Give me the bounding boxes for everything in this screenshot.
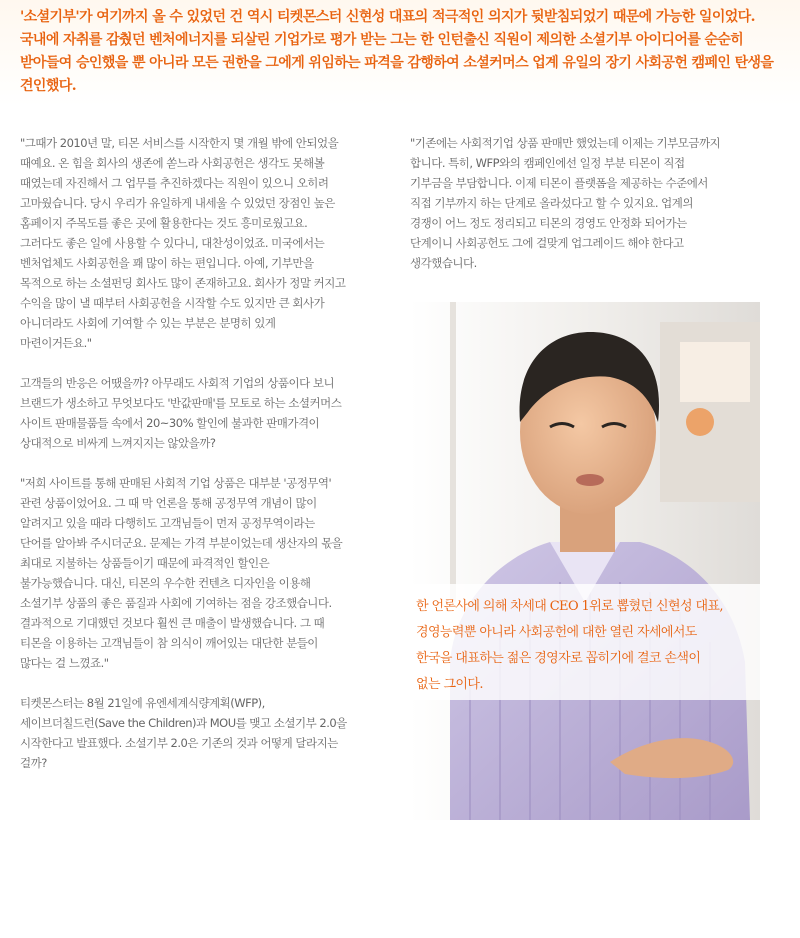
- ceo-portrait-photo: [410, 302, 760, 820]
- text-line: 걸까?: [20, 756, 47, 770]
- paragraph: [20, 693, 380, 773]
- text-line: 세이브더칠드런(Save the Children)과 MOU를 맺고 소셜기부 2.0을: [20, 716, 347, 730]
- caption-line: 없는 그이다.: [416, 677, 483, 692]
- text-line: 때였는데 자진해서 그 업무를 추진하겠다는 직원이 있으니 오히려: [20, 176, 329, 190]
- caption-line: 경영능력뿐 아니라 사회공헌에 대한 열린 자세에서도: [416, 625, 697, 640]
- caption-line: 한 언론사에 의해 차세대 CEO 1위로 뽑혔던 신현성 대표,: [416, 599, 723, 614]
- paragraph: [20, 473, 380, 673]
- intro-line: 국내에 자취를 감췄던 벤처에너지를 되살린 기업가로 평가 받는 그는 한 인턴출신 직원이 제의한 소셜기부 아이디어를 순순히: [20, 32, 744, 48]
- text-line: "그때가 2010년 말, 티몬 서비스를 시작한지 몇 개월 밖에 안되었을: [20, 136, 339, 150]
- text-line: 결과적으로 기대했던 것보다 훨씬 큰 매출이 발생했습니다. 그 때: [20, 616, 325, 630]
- text-line: 관련 상품이었어요. 그 때 막 언론을 통해 공정무역 개념이 많이: [20, 496, 317, 510]
- text-line: 고객들의 반응은 어땠을까? 아무래도 사회적 기업의 상품이다 보니: [20, 376, 335, 390]
- left-column: [20, 133, 380, 793]
- text-line: 불가능했습니다. 대신, 티몬의 우수한 컨텐츠 디자인을 이용해: [20, 576, 311, 590]
- caption-line: 한국을 대표하는 젊은 경영자로 꼽히기에 결코 손색이: [416, 651, 701, 666]
- text-line: 최대로 지불하는 상품들이기 때문에 파격적인 할인은: [20, 556, 270, 570]
- text-line: 합니다. 특히, WFP와의 캠페인에선 일정 부분 티몬이 직접: [410, 156, 685, 170]
- intro-lead-text: [20, 6, 780, 98]
- text-line: 때예요. 온 힘을 회사의 생존에 쏟느라 사회공헌은 생각도 못해볼: [20, 156, 325, 170]
- text-line: 수익을 많이 낼 때부터 사회공헌을 시작할 수도 있지만 큰 회사가: [20, 296, 325, 310]
- text-line: 사이트 판매물품들 속에서 20~30% 할인에 불과한 판매가격이: [20, 416, 320, 430]
- text-line: 고마웠습니다. 당시 우리가 유일하게 내세울 수 있었던 장점인 높은: [20, 196, 335, 210]
- text-line: 알려지고 있을 때라 다행히도 고객님들이 먼저 공정무역이라는: [20, 516, 315, 530]
- paragraph: [410, 133, 770, 273]
- text-line: 단어를 알아봐 주시더군요. 문제는 가격 부분이었는데 생산자의 몫을: [20, 536, 343, 550]
- text-line: 단계이니 사회공헌도 그에 걸맞게 업그레이드 해야 한다고: [410, 236, 684, 250]
- paragraph: [20, 133, 380, 353]
- text-line: 그러다도 좋은 일에 사용할 수 있다니, 대찬성이었죠. 미국에서는: [20, 236, 325, 250]
- text-line: 아니더라도 사회에 기여할 수 있는 부분은 분명히 있게: [20, 316, 276, 330]
- text-line: 상대적으로 비싸게 느껴지지는 않았을까?: [20, 436, 216, 450]
- text-line: 소셜기부 상품의 좋은 품질과 사회에 기여하는 점을 강조했습니다.: [20, 596, 332, 610]
- photo-caption-box: [410, 584, 760, 700]
- text-line: 목적으로 하는 소셜펀딩 회사도 많이 존재하고요. 회사가 정말 커지고: [20, 276, 346, 290]
- intro-line: 견인했다.: [20, 78, 76, 94]
- text-line: 마련이거든요.": [20, 336, 92, 350]
- text-line: 기부금을 부담합니다. 이제 티몬이 플랫폼을 제공하는 수준에서: [410, 176, 708, 190]
- text-line: 티몬을 이용하는 고객님들이 참 의식이 깨어있는 대단한 분들이: [20, 636, 318, 650]
- text-line: 생각했습니다.: [410, 256, 477, 270]
- text-line: 홈페이지 주목도를 좋은 곳에 활용한다는 것도 흥미로웠고요.: [20, 216, 308, 230]
- paragraph: [20, 373, 380, 453]
- text-line: "저희 사이트를 통해 판매된 사회적 기업 상품은 대부분 '공정무역': [20, 476, 332, 490]
- text-line: 벤처업체도 사회공헌을 꽤 많이 하는 편입니다. 아예, 기부만을: [20, 256, 314, 270]
- portrait-illustration: [410, 302, 760, 820]
- intro-line: '소셜기부'가 여기까지 올 수 있었던 건 역시 티켓몬스터 신현성 대표의 적극적인 의지가 뒷받침되었기 때문에 가능한 일이었다.: [20, 9, 755, 25]
- text-line: 시작한다고 발표했다. 소셜기부 2.0은 기존의 것과 어떻게 달라지는: [20, 736, 338, 750]
- intro-line: 받아들여 승인했을 뿐 아니라 모든 권한을 그에게 위임하는 파격을 감행하여 소셜커머스 업계 유일의 장기 사회공헌 캠페인 탄생을: [20, 55, 774, 71]
- text-line: 직접 기부까지 하는 단계로 올라섰다고 할 수 있지요. 업계의: [410, 196, 694, 210]
- text-line: 경쟁이 어느 정도 정리되고 티몬의 경영도 안정화 되어가는: [410, 216, 687, 230]
- text-line: 티켓몬스터는 8월 21일에 유엔세계식량계획(WFP),: [20, 696, 265, 710]
- text-line: 많다는 걸 느꼈죠.": [20, 656, 109, 670]
- photo-caption: [416, 594, 723, 698]
- text-line: "기존에는 사회적기업 상품 판매만 했었는데 이제는 기부모금까지: [410, 136, 721, 150]
- right-column: [410, 133, 770, 293]
- intro-banner: [0, 0, 800, 106]
- text-line: 브랜드가 생소하고 무엇보다도 '반값판매'를 모토로 하는 소셜커머스: [20, 396, 342, 410]
